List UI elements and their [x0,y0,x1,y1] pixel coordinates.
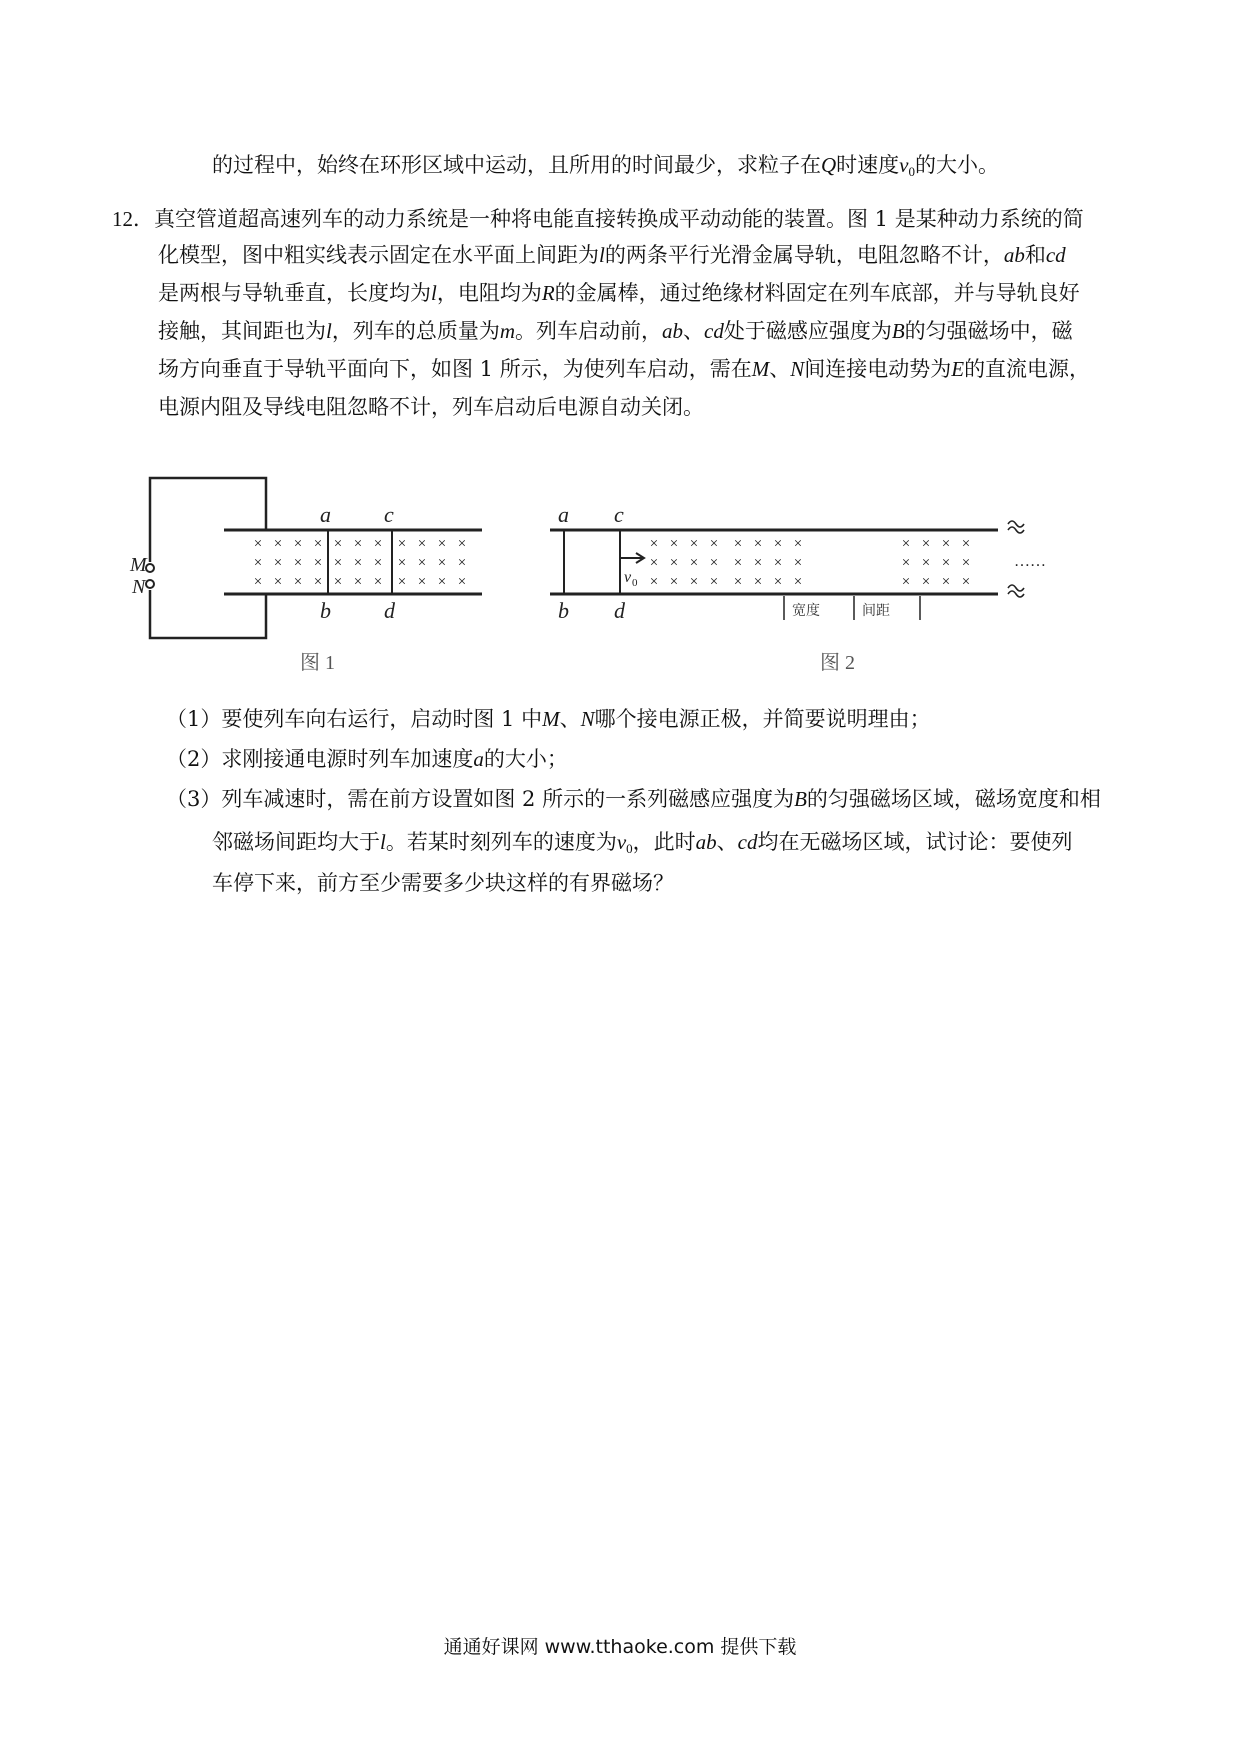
text: 化模型，图中粗实线表示固定在水平面上间距为 [158,243,599,267]
field-cross: × [417,574,427,590]
text: 处于磁感应强度为 [723,319,892,343]
field-cross: × [669,555,679,571]
field-cross: × [941,555,951,571]
question-3-line-2 [212,827,1073,857]
field-cross: × [649,536,659,552]
var-B: B [794,787,807,811]
field-cross: × [901,574,911,590]
text: （2）求刚接通电源时列车加速度 [166,747,474,771]
field-cross: × [753,555,763,571]
var-ab: ab [1003,243,1025,267]
text: ，此时 [632,830,696,854]
var-l: l [380,830,386,854]
field-cross: × [273,536,283,552]
field-cross: × [397,555,407,571]
var-cd: cd [1045,243,1066,267]
label-d: d [384,598,395,623]
field-cross: × [373,536,383,552]
question-3-line-3 [212,868,674,898]
label-a: a [320,502,331,527]
text: 、 [716,830,738,854]
var-a: a [473,747,484,771]
field-cross: × [313,555,323,571]
ellipsis: …… [1014,553,1046,570]
field-cross: × [773,574,783,590]
field-cross: × [649,574,659,590]
field-cross: × [273,574,283,590]
var-l: l [326,319,332,343]
problem-number: 12． [112,207,154,231]
text: 车停下来，前方至少需要多少块这样的有界磁场？ [212,871,674,895]
subscript: 0 [626,841,633,856]
text: 、 [769,357,791,381]
label-c: c [614,502,624,527]
text: 电源内阻及导线电阻忽略不计，列车启动后电源自动关闭。 [158,395,704,419]
continuation-line [212,150,999,180]
label-c: c [384,502,394,527]
field-cross: × [753,574,763,590]
problem-line-2 [158,240,1066,270]
var-E: E [951,357,965,381]
field-cross: × [649,555,659,571]
label-v0: v [624,569,632,586]
circuit-wire-bottom [150,590,266,638]
field-cross: × [773,536,783,552]
question-2 [166,744,568,774]
field-cross: × [689,536,699,552]
circuit-wire-top [150,478,266,562]
field-cross: × [793,555,803,571]
field-cross: × [457,574,467,590]
field-cross: × [689,555,699,571]
label-b: b [558,598,569,623]
terminal-N [146,580,154,588]
text: 。若某时刻列车的速度为 [385,830,617,854]
field-cross: × [353,555,363,571]
field-cross: × [457,536,467,552]
field-cross: × [253,536,263,552]
question-1 [166,704,931,734]
problem-line-3 [158,278,1080,308]
field-cross: × [437,536,447,552]
field-cross: × [333,536,343,552]
break-mark-bottom [1008,585,1024,597]
figure-diagrams [120,470,1120,690]
field-cross: × [353,536,363,552]
field-cross: × [961,574,971,590]
field-crosses-fig1 [254,536,466,590]
field-cross: × [397,536,407,552]
var-N: N [580,707,595,731]
field-cross: × [793,574,803,590]
footer: 通通好课网 www.tthaoke.com 提供下载 [443,1636,797,1658]
text: 、 [683,319,705,343]
field-cross: × [313,574,323,590]
var-v: v [899,153,909,177]
problem-line-1 [112,204,1084,234]
text: 间连接电动势为 [804,357,952,381]
figure-1-caption: 图 1 [300,652,335,674]
text: 和 [1024,243,1046,267]
field-cross: × [709,574,719,590]
field-cross: × [313,536,323,552]
problem-line-5 [158,354,1090,384]
var-N: N [790,357,805,381]
var-l: l [431,281,437,305]
text: （1）要使列车向右运行，启动时图 1 中 [166,707,543,731]
text: 邻磁场间距均大于 [212,830,380,854]
field-cross: × [921,574,931,590]
var-R: R [541,281,555,305]
var-ab: ab [662,319,684,343]
label-N: N [132,576,146,598]
field-cross: × [437,574,447,590]
label-d: d [614,598,625,623]
subscript: 0 [908,164,915,179]
field-cross: × [669,536,679,552]
field-cross: × [253,574,263,590]
field-cross: × [397,574,407,590]
var-M: M [542,707,560,731]
field-cross: × [457,555,467,571]
field-cross: × [293,536,303,552]
var-l: l [599,243,605,267]
text: 的过程中，始终在环形区域中运动，且所用的时间最少，求粒子在 [212,153,821,177]
var-B: B [891,319,905,343]
label-M: M [130,554,147,576]
field-cross: × [373,574,383,590]
field-cross: × [437,555,447,571]
text: 的匀强磁场区域，磁场宽度和相 [806,787,1101,811]
field-cross: × [753,536,763,552]
field-cross: × [921,555,931,571]
field-cross: × [961,555,971,571]
text: 的直流电源， [964,357,1091,381]
field-cross: × [709,536,719,552]
text: ，列车的总质量为 [331,319,500,343]
text: 接触，其间距也为 [158,319,326,343]
field-cross: × [353,574,363,590]
var-M: M [751,357,770,381]
field-cross: × [901,555,911,571]
label-v0-sub: 0 [632,577,638,589]
field-cross: × [733,574,743,590]
text: 的匀强磁场中，磁 [904,319,1073,343]
text: 、 [559,707,581,731]
text: 的大小； [483,747,568,771]
var-ab: ab [695,830,717,854]
text: 是两根与导轨垂直，长度均为 [158,281,431,305]
field-cross: × [941,574,951,590]
field-cross: × [733,536,743,552]
field-cross: × [773,555,783,571]
var-m: m [499,319,516,343]
terminal-M [146,564,154,572]
figure-2-caption: 图 2 [820,652,855,674]
label-a: a [558,502,569,527]
label-gap: 间距 [862,604,890,619]
field-cross: × [253,555,263,571]
text: 场方向垂直于导轨平面向下，如图 1 所示，为使列车启动，需在 [158,357,752,381]
field-cross: × [689,574,699,590]
field-cross: × [333,574,343,590]
field-cross: × [417,536,427,552]
text: 的大小。 [915,153,999,177]
text: （3）列车减速时，需在前方设置如图 2 所示的一系列磁感应强度为 [166,787,795,811]
text: 哪个接电源正极，并简要说明理由； [594,707,931,731]
field-cross: × [921,536,931,552]
field-cross: × [417,555,427,571]
field-cross: × [293,574,303,590]
problem-line-4 [158,316,1073,346]
label-width: 宽度 [792,604,820,619]
field-cross: × [941,536,951,552]
problem-line-6 [158,392,704,422]
text: 。列车启动前， [515,319,663,343]
field-cross: × [709,555,719,571]
text: 时速度 [836,153,900,177]
field-cross: × [961,536,971,552]
question-3-line-1 [166,784,1101,814]
text: ，电阻均为 [436,281,542,305]
text: 真空管道超高速列车的动力系统是一种将电能直接转换成平动动能的装置。图 1 是某种动力系统的简 [154,207,1084,231]
figure-1 [146,478,482,638]
var-cd: cd [737,830,758,854]
field-cross: × [793,536,803,552]
label-b: b [320,598,331,623]
field-crosses-fig2 [650,536,970,590]
field-cross: × [333,555,343,571]
field-cross: × [273,555,283,571]
field-cross: × [733,555,743,571]
field-cross: × [293,555,303,571]
var-cd: cd [704,319,724,343]
text: 的两条平行光滑金属导轨，电阻忽略不计， [604,243,1004,267]
field-cross: × [373,555,383,571]
text: 均在无磁场区域，试讨论：要使列 [757,830,1073,854]
field-cross: × [901,536,911,552]
var-Q: Q [821,153,837,177]
field-cross: × [669,574,679,590]
break-mark-top [1008,521,1024,533]
var-v: v [616,830,627,854]
text: 的金属棒，通过绝缘材料固定在列车底部，并与导轨良好 [554,281,1080,305]
